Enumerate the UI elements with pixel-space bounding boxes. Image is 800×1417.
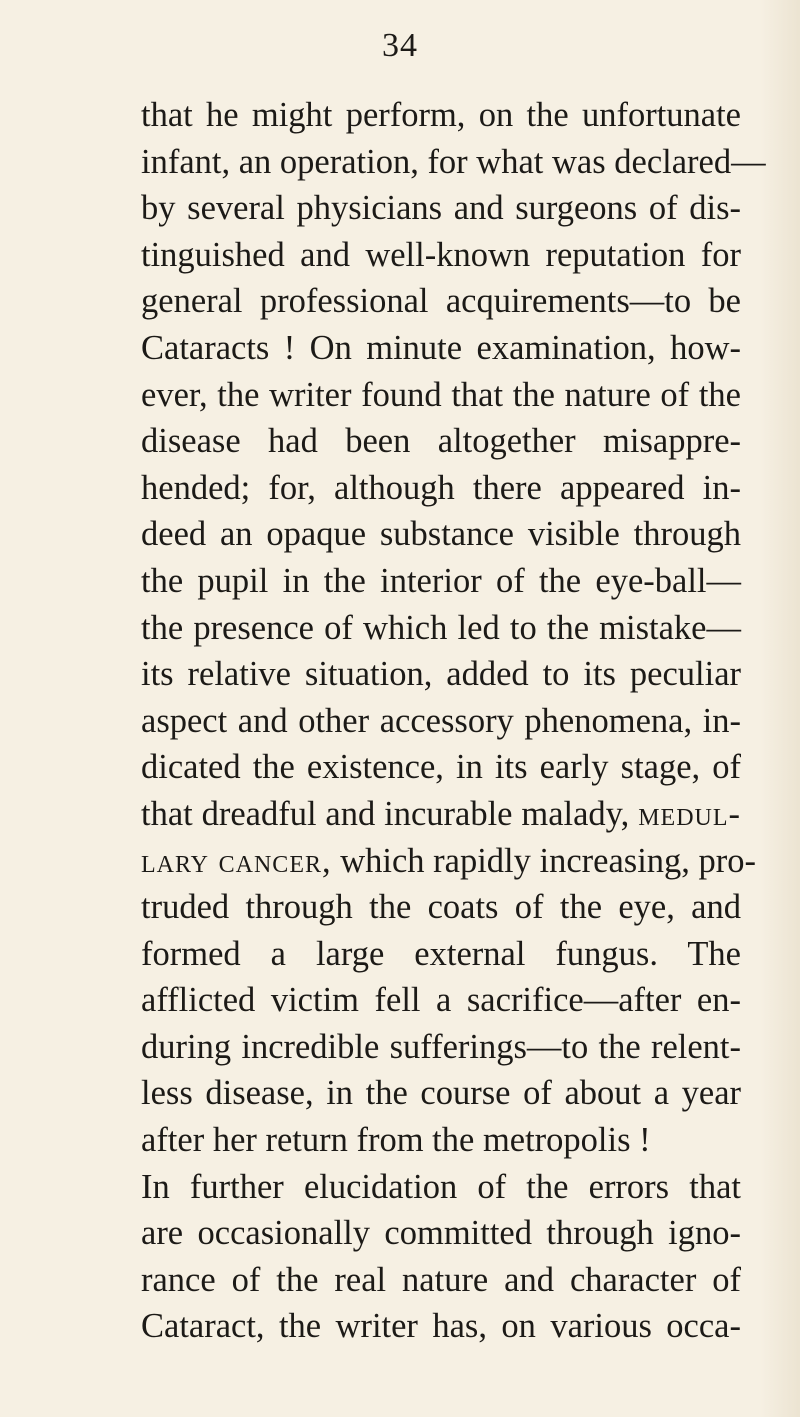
text-line: afflicted victim fell a sacrifice—after en- xyxy=(141,981,741,1020)
text-fragment: which rapidly increasing, pro- xyxy=(340,841,757,880)
text-line: formed a large external fungus. The xyxy=(141,934,741,973)
text-line: tinguished and well-known reputation for xyxy=(141,235,741,274)
text-line: disease had been altogether misappre- xyxy=(141,422,741,461)
page-number: 34 xyxy=(382,27,418,64)
text-line xyxy=(141,791,741,838)
text-line: rance of the real nature and character of xyxy=(141,1260,741,1299)
text-line: truded through the coats of the eye, and xyxy=(141,888,741,927)
text-line: the pupil in the interior of the eye-ball— xyxy=(141,561,741,600)
text-line: deed an opaque substance visible through xyxy=(141,515,741,554)
text-line xyxy=(141,838,757,885)
small-caps-term: medul- xyxy=(638,794,742,833)
body-text xyxy=(141,92,766,1350)
text-line: that he might perform, on the unfortunate xyxy=(141,96,741,134)
text-line: dicated the existence, in its early stage, of xyxy=(141,748,741,787)
text-line: aspect and other accessory phenomena, in- xyxy=(141,701,741,740)
text-line: hended; for, although there appeared in- xyxy=(141,468,741,507)
paragraph-end-line: after her return from the metropolis ! xyxy=(141,1121,651,1160)
paragraph-start-line: In further elucidation of the errors that xyxy=(141,1167,741,1206)
text-line: its relative situation, added to its peculiar xyxy=(141,655,741,694)
text-line: are occasionally committed through igno- xyxy=(141,1214,741,1253)
text-fragment: that dreadful and incurable malady, xyxy=(141,794,630,833)
text-line: general professional acquirements—to be xyxy=(141,282,741,321)
text-line: by several physicians and surgeons of dis- xyxy=(141,189,741,228)
text-line: infant, an operation, for what was declared— xyxy=(141,142,766,181)
text-line: less disease, in the course of about a year xyxy=(141,1074,741,1113)
small-caps-term: lary cancer, xyxy=(141,841,332,880)
text-line: Cataract, the writer has, on various occa- xyxy=(141,1307,741,1346)
text-line: Cataracts ! On minute examination, how- xyxy=(141,328,741,367)
text-line: ever, the writer found that the nature of the xyxy=(141,375,741,414)
text-line: the presence of which led to the mistake— xyxy=(141,608,741,647)
text-line: during incredible sufferings—to the relent- xyxy=(141,1027,741,1066)
